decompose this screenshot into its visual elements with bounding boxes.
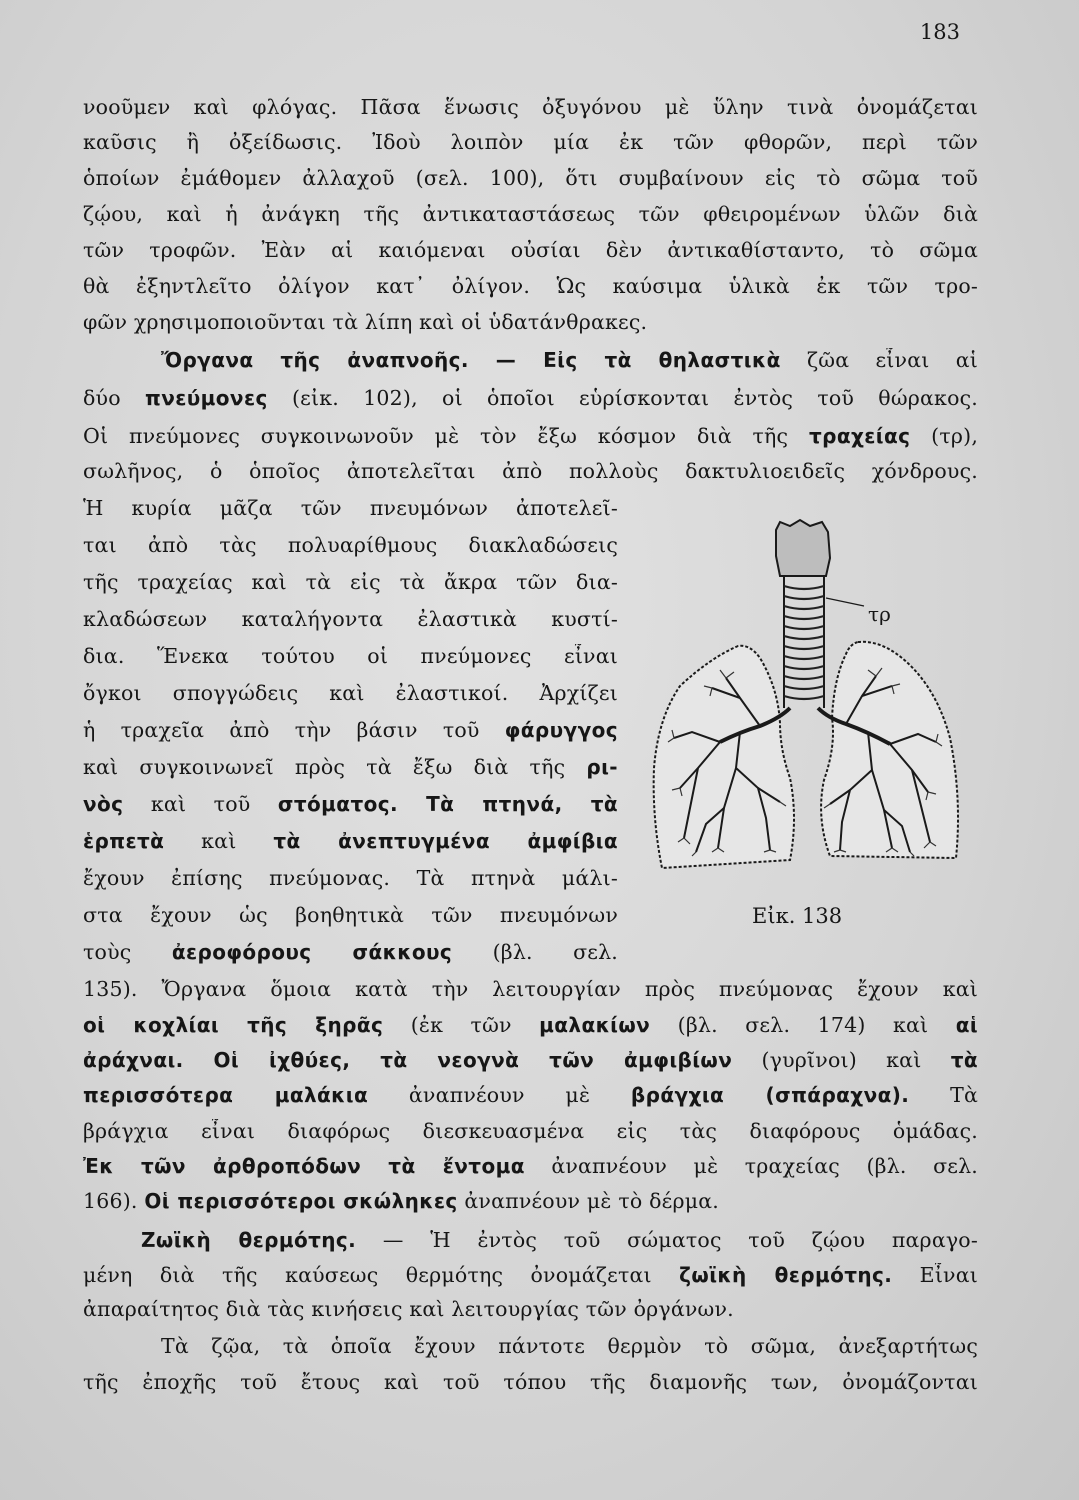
text-line: ὄγκοι σπογγώδεις καὶ ἐλαστικοί. Ἀρχίζει <box>83 681 618 705</box>
text-line: Τὰ ζῷα, τὰ ὁποῖα ἔχουν πάντοτε θερμὸν τὸ σῶμα, ἀνεξαρτήτως <box>161 1334 978 1358</box>
text-line: καῦσις ἢ ὀξείδωσις. Ἰδοὺ λοιπὸν μία ἐκ τῶν φθορῶν, περὶ τῶν <box>83 130 978 154</box>
text-line: Ἐκ τῶν ἀρθροπόδων τὰ ἔντομα ἀναπνέουν μὲ τραχείας (βλ. σελ. <box>83 1154 978 1178</box>
lungs-illustration <box>640 518 985 918</box>
text-line: ἔχουν ἐπίσης πνεύμονας. Τὰ πτηνὰ μάλι- <box>83 866 618 890</box>
text-line: βράγχια εἶναι διαφόρως διεσκευασμένα εἰς τὰς διαφόρους ὁμάδας. <box>83 1119 978 1143</box>
text-line: θὰ ἐξηντλεῖτο ὀλίγον κατ᾿ ὀλίγον. Ὡς καύσιμα ὑλικὰ ἐκ τῶν τρο- <box>83 274 978 298</box>
section-heading-line: Ὄργανα τῆς ἀναπνοῆς. — Εἰς τὰ θηλαστικὰ ζῶα εἶναι αἱ <box>161 348 978 372</box>
trachea-label: τρ <box>868 602 891 626</box>
text-line: ζῴου, καὶ ἡ ἀνάγκη τῆς ἀντικαταστάσεως τῶν φθειρομένων ὑλῶν διὰ <box>83 202 978 226</box>
text-line: τῶν τροφῶν. Ἐὰν αἱ καιόμεναι οὐσίαι δὲν ἀντικαθίσταντο, τὸ σῶμα <box>83 238 978 262</box>
section-heading-line: Ζωϊκὴ θερμότης. — Ἡ ἐντὸς τοῦ σώματος τοῦ ζῴου παραγο- <box>141 1228 978 1252</box>
text-line: νοοῦμεν καὶ φλόγας. Πᾶσα ἕνωσις ὀξυγόνου μὲ ὕλην τινὰ ὀνομάζεται <box>83 95 978 119</box>
text-line: σωλῆνος, ὁ ὁποῖος ἀποτελεῖται ἀπὸ πολλοὺς δακτυλιοειδεῖς χόνδρους. <box>83 459 978 483</box>
text-line: ἑρπετὰ καὶ τὰ ἀνεπτυγμένα ἀμφίβια <box>83 829 618 853</box>
text-line: στα ἔχουν ὡς βοηθητικὰ τῶν πνευμόνων <box>83 903 618 927</box>
text-line: οἱ κοχλίαι τῆς ξηρᾶς (ἐκ τῶν μαλακίων (βλ. σελ. 174) καὶ αἱ <box>83 1013 978 1037</box>
text-line: 135). Ὄργανα ὅμοια κατὰ τὴν λειτουργίαν πρὸς πνεύμονας ἔχουν καὶ <box>83 977 978 1001</box>
text-line: δύο πνεύμονες (εἰκ. 102), οἱ ὁποῖοι εὑρίσκονται ἐντὸς τοῦ θώρακος. <box>83 386 978 410</box>
text-line: τῆς ἐποχῆς τοῦ ἔτους καὶ τοῦ τόπου τῆς διαμονῆς των, ὀνομάζονται <box>83 1370 978 1394</box>
text-line: ἀπαραίτητος διὰ τὰς κινήσεις καὶ λειτουργίας τῶν ὀργάνων. <box>83 1297 734 1321</box>
text-line: Οἱ πνεύμονες συγκοινωνοῦν μὲ τὸν ἔξω κόσμον διὰ τῆς τραχείας (τρ), <box>83 424 978 448</box>
text-line: κλαδώσεων καταλήγοντα ἐλαστικὰ κυστί- <box>83 607 618 631</box>
text-line: ται ἀπὸ τὰς πολυαρίθμους διακλαδώσεις <box>83 533 618 557</box>
text-line: καὶ συγκοινωνεῖ πρὸς τὰ ἔξω διὰ τῆς ρι- <box>83 755 618 779</box>
text-line: ἀράχναι. Οἱ ἰχθύες, τὰ νεογνὰ τῶν ἀμφιβίων (γυρῖνοι) καὶ τὰ <box>83 1048 978 1072</box>
text-line: 166). Οἱ περισσότεροι σκώληκες ἀναπνέουν μὲ τὸ δέρμα. <box>83 1189 720 1213</box>
text-line: δια. Ἕνεκα τούτου οἱ πνεύμονες εἶναι <box>83 644 618 668</box>
figure-caption: Εἰκ. 138 <box>752 904 843 928</box>
text-line: νὸς καὶ τοῦ στόματος. Τὰ πτηνά, τὰ <box>83 792 618 816</box>
section-heading: Ὄργανα τῆς ἀναπνοῆς. — Εἰς τὰ θηλαστικὰ <box>161 348 781 372</box>
text-line: ὁποίων ἐμάθομεν ἀλλαχοῦ (σελ. 100), ὅτι συμβαίνουν εἰς τὸ σῶμα τοῦ <box>83 166 978 190</box>
text-line: τῆς τραχείας καὶ τὰ εἰς τὰ ἄκρα τῶν δια- <box>83 570 618 594</box>
text-line: περισσότερα μαλάκια ἀναπνέουν μὲ βράγχια (σπάραχνα). Τὰ <box>83 1083 978 1107</box>
text-line: μένη διὰ τῆς καύσεως θερμότης ὀνομάζεται ζωϊκὴ θερμότης. Εἶναι <box>83 1263 978 1287</box>
text-line: ἡ τραχεῖα ἀπὸ τὴν βάσιν τοῦ φάρυγγος <box>83 718 618 742</box>
section-heading: Ζωϊκὴ θερμότης. <box>141 1228 357 1252</box>
text-line: Ἡ κυρία μᾶζα τῶν πνευμόνων ἀποτελεῖ- <box>83 496 618 520</box>
text-line: φῶν χρησιμοποιοῦνται τὰ λίπη καὶ οἱ ὑδατάνθρακες. <box>83 310 648 334</box>
page-number: 183 <box>919 20 960 44</box>
lungs-drawing <box>640 518 985 918</box>
text-line: τοὺς ἀεροφόρους σάκκους (βλ. σελ. <box>83 940 618 964</box>
